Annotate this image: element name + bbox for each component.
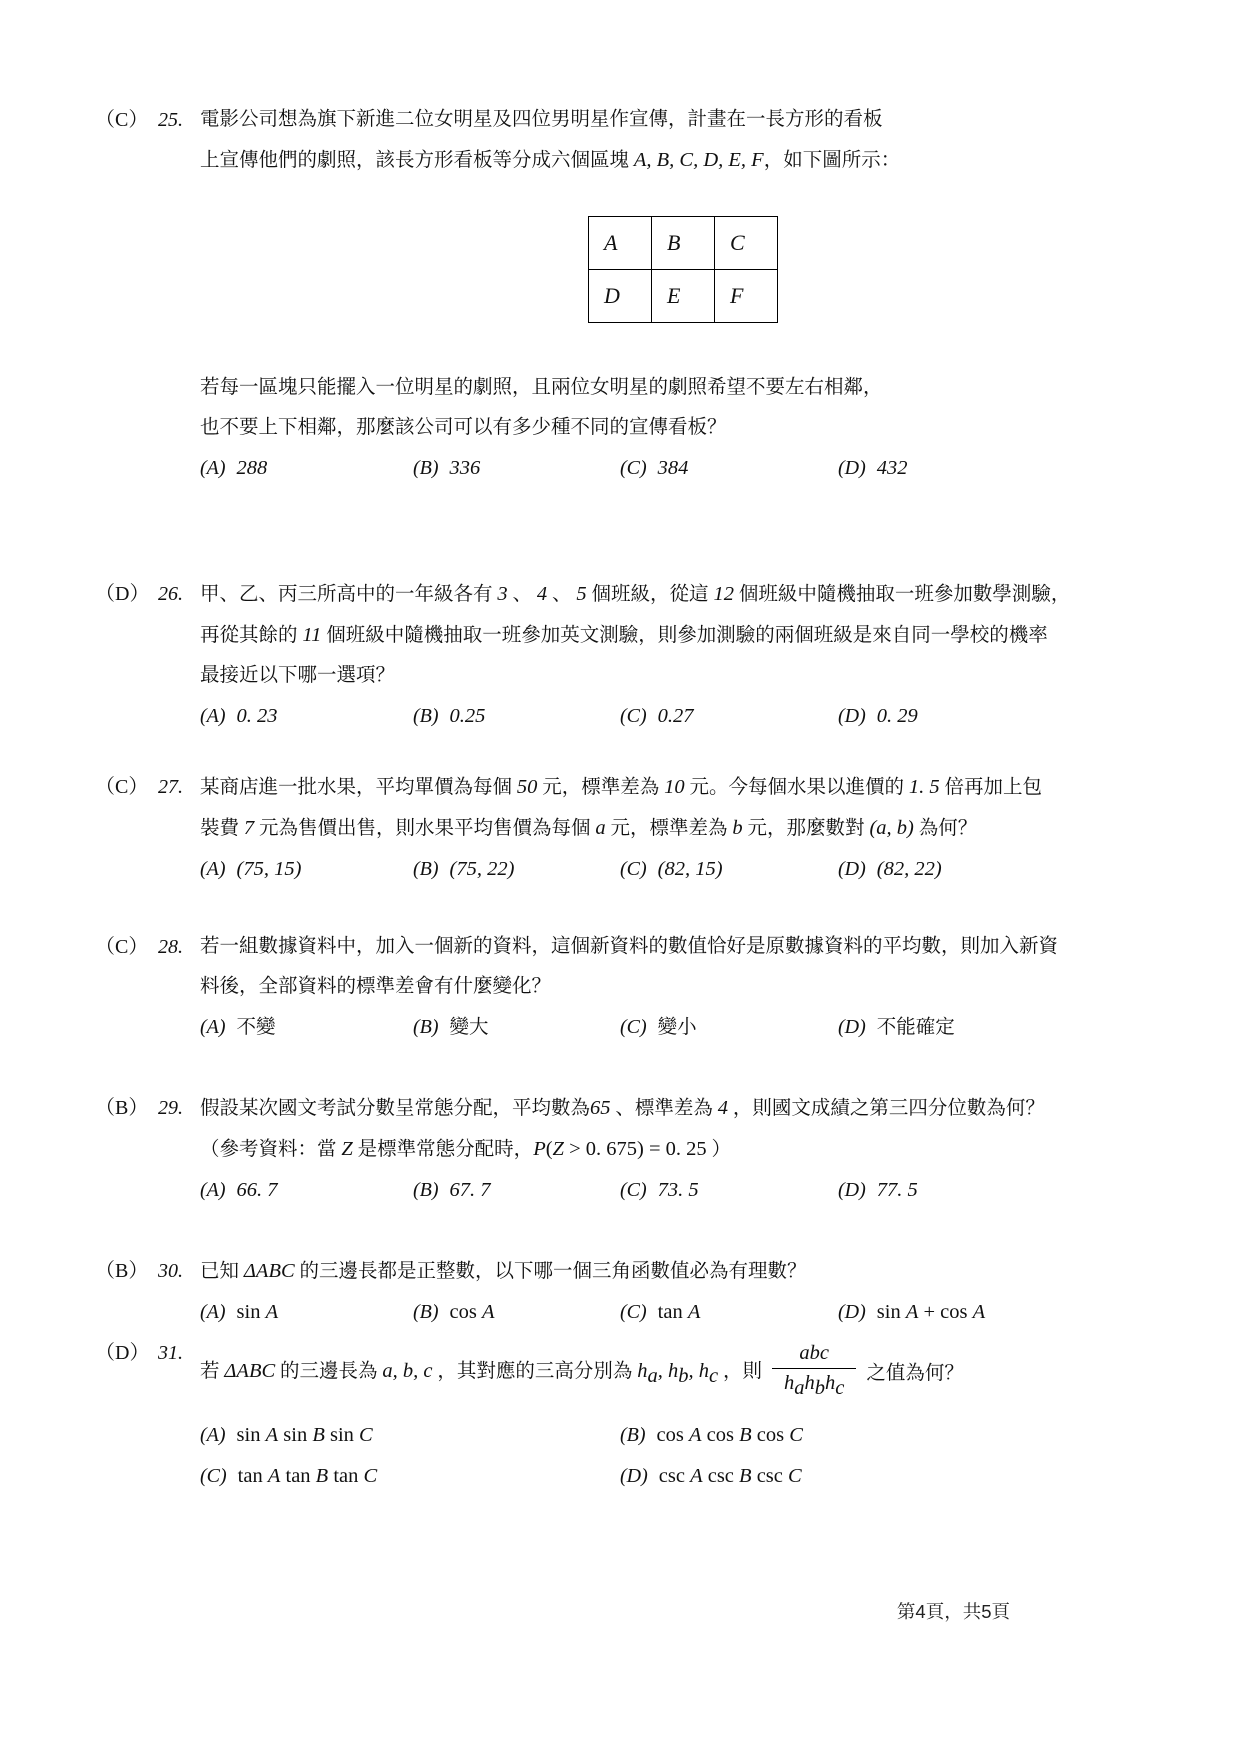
answer-key-29: （B） — [95, 1097, 149, 1119]
option-value: csc A csc B csc C — [658, 1465, 802, 1487]
grid-cell-a: A — [589, 217, 652, 270]
option-label: (A) — [200, 457, 226, 479]
options-row — [200, 1292, 1180, 1333]
option-value: 不變 — [236, 1017, 276, 1038]
option-b — [413, 696, 620, 737]
option-label: (A) — [200, 705, 226, 727]
grid-cell-f: F — [715, 270, 778, 323]
page-footer: 第4頁，共5頁 — [896, 1601, 1010, 1622]
question-text-line: 若每一區塊只能擺入一位明星的劇照，且兩位女明星的劇照希望不要左右相鄰， — [200, 377, 883, 398]
option-b — [413, 1170, 620, 1211]
question-text-line — [200, 1333, 1180, 1409]
option-value: 變大 — [449, 1017, 489, 1038]
option-label: (C) — [620, 1016, 647, 1038]
option-d — [838, 1292, 1180, 1333]
options-row — [200, 1007, 1180, 1048]
option-value: 不能確定 — [876, 1017, 955, 1038]
option-label: (D) — [838, 858, 866, 880]
billboard-grid-row — [589, 217, 778, 270]
question-number-30: 30. — [158, 1260, 183, 1282]
answer-key-28: （C） — [95, 936, 149, 958]
option-b — [620, 1415, 1180, 1456]
question-30 — [95, 1251, 1180, 1333]
question-body-27 — [200, 767, 1180, 890]
option-value: 0.27 — [657, 705, 694, 727]
grid-cell-d: D — [589, 270, 652, 323]
fraction-denominator: $h_ah_bh_c$ — [772, 1368, 856, 1400]
question-body-31 — [200, 1333, 1180, 1497]
option-label: (B) — [413, 1179, 439, 1201]
grid-cell-b: B — [652, 217, 715, 270]
option-c — [620, 696, 838, 737]
option-value: sin A sin B sin C — [236, 1424, 373, 1446]
option-value: (75, 22) — [449, 858, 515, 880]
option-a — [200, 448, 413, 489]
option-b — [413, 1292, 620, 1333]
option-value: 77. 5 — [876, 1179, 918, 1201]
question-text-line: 若一組數據資料中，加入一個新的資料，這個新資料的數值恰好是原數據資料的平均數，則加入新資 — [200, 936, 1059, 957]
option-a — [200, 1007, 413, 1048]
question-text-line: 再從其餘的 11 個班級中隨機抽取一班參加英文測驗，則參加測驗的兩個班級是來自同一學校的機率 — [200, 624, 1048, 646]
question-number-28: 28. — [158, 936, 183, 958]
option-c — [620, 849, 838, 890]
option-value: tan A — [657, 1301, 701, 1323]
options-row — [200, 849, 1180, 890]
question-27 — [95, 767, 1180, 890]
option-value: 0.25 — [449, 705, 486, 727]
option-label: (C) — [620, 705, 647, 727]
option-label: (D) — [838, 1016, 866, 1038]
option-d — [838, 849, 1180, 890]
option-value: 66. 7 — [236, 1179, 278, 1201]
option-b — [413, 849, 620, 890]
option-value: 0. 29 — [876, 705, 918, 727]
option-value: sin A — [236, 1301, 279, 1323]
option-value: 67. 7 — [449, 1179, 491, 1201]
option-c — [620, 1007, 838, 1048]
question-number-26: 26. — [158, 583, 183, 605]
option-d — [838, 1007, 1180, 1048]
question-number-31: 31. — [158, 1342, 183, 1364]
option-label: (D) — [620, 1465, 648, 1487]
question-body-30 — [200, 1251, 1180, 1333]
option-c — [620, 1292, 838, 1333]
answer-key-30: （B） — [95, 1260, 149, 1282]
question-text-line: （參考資料：當 Z 是標準常態分配時，P(Z > 0. 675) = 0. 25 ） — [200, 1138, 732, 1160]
question-number-25: 25. — [158, 109, 183, 131]
grid-cell-e: E — [652, 270, 715, 323]
answer-key-27: （C） — [95, 776, 149, 798]
option-label: (B) — [413, 457, 439, 479]
options-row — [200, 1415, 1180, 1456]
fraction-numerator: abc — [799, 1341, 830, 1364]
question-26 — [95, 574, 1180, 737]
option-value: cos A cos B cos C — [656, 1424, 803, 1446]
billboard-grid-row — [589, 270, 778, 323]
grid-cell-c: C — [715, 217, 778, 270]
question-text-line: 也不要上下相鄰，那麼該公司可以有多少種不同的宣傳看板？ — [200, 417, 727, 438]
option-c — [620, 448, 838, 489]
option-value: 0. 23 — [236, 705, 278, 727]
option-d — [838, 696, 1180, 737]
question-28 — [95, 927, 1180, 1048]
option-label: (C) — [620, 1301, 647, 1323]
option-a — [200, 696, 413, 737]
option-value: 432 — [876, 457, 908, 479]
option-label: (D) — [838, 705, 866, 727]
question-body-26 — [200, 574, 1180, 737]
question-text-line: 裝費 7 元為售價出售，則水果平均售價為每個 a 元，標準差為 b 元，那麼數對 (a, b) 為何？ — [200, 817, 978, 839]
option-label: (C) — [620, 1179, 647, 1201]
option-c — [620, 1170, 838, 1211]
option-c — [200, 1456, 620, 1497]
math-text-pre: 若 ΔABC 的三邊長為 a, b, c ，其對應的三高分別為 $h_a$, $h_b$, $h_c$ ，則 — [200, 1359, 763, 1387]
question-25 — [95, 100, 1180, 489]
option-label: (B) — [413, 1016, 439, 1038]
question-31 — [95, 1333, 1180, 1497]
option-label: (A) — [200, 1179, 226, 1201]
option-value: (82, 22) — [876, 858, 942, 880]
question-text-line: 料後，全部資料的標準差會有什麼變化？ — [200, 976, 552, 997]
answer-key-31: （D） — [95, 1342, 150, 1364]
billboard-grid — [588, 216, 778, 323]
option-label: (D) — [838, 457, 866, 479]
option-label: (A) — [200, 1016, 226, 1038]
options-row — [200, 1456, 1180, 1497]
options-row — [200, 1170, 1180, 1211]
option-label: (B) — [413, 705, 439, 727]
option-value: cos A — [449, 1301, 495, 1323]
options-row — [200, 448, 1180, 489]
option-value: 變小 — [657, 1017, 697, 1038]
question-body-28 — [200, 927, 1180, 1048]
option-value: 336 — [449, 457, 481, 479]
option-label: (D) — [838, 1301, 866, 1323]
question-text-line: 已知 ΔABC 的三邊長都是正整數，以下哪一個三角函數值必為有理數？ — [200, 1260, 807, 1282]
question-text-line: 甲、乙、丙三所高中的一年級各有 3 、 4 、 5 個班級，從這 12 個班級中隨機抽取一班參加數學測驗， — [200, 583, 1071, 605]
option-value: (75, 15) — [236, 858, 302, 880]
question-text-line: 某商店進一批水果，平均單價為每個 50 元，標準差為 10 元。今每個水果以進價的 1. 5 倍再加上包 — [200, 776, 1043, 798]
option-a — [200, 849, 413, 890]
option-a — [200, 1170, 413, 1211]
option-label: (B) — [413, 858, 439, 880]
option-d — [838, 448, 1180, 489]
question-29 — [95, 1088, 1180, 1211]
answer-key-26: （D） — [95, 583, 150, 605]
option-label: (C) — [200, 1465, 227, 1487]
option-a — [200, 1292, 413, 1333]
option-d — [838, 1170, 1180, 1211]
question-number-29: 29. — [158, 1097, 183, 1119]
question-body-29 — [200, 1088, 1180, 1211]
option-label: (A) — [200, 1301, 226, 1323]
option-value: 288 — [236, 457, 268, 479]
option-value: 73. 5 — [657, 1179, 699, 1201]
question-text-line: 假設某次國文考試分數呈常態分配，平均數為65 、標準差為 4 ，則國文成績之第三四分位數為何？ — [200, 1097, 1045, 1119]
question-body-25 — [200, 100, 1180, 489]
option-value: tan A tan B tan C — [237, 1465, 378, 1487]
option-label: (B) — [413, 1301, 439, 1323]
option-label: (B) — [620, 1424, 646, 1446]
option-label: (A) — [200, 858, 226, 880]
question-text-line: 上宣傳他們的劇照，該長方形看板等分成六個區塊 A, B, C, D, E, F，如下圖所示： — [200, 149, 901, 171]
option-b — [413, 448, 620, 489]
options-row — [200, 696, 1180, 737]
option-label: (A) — [200, 1424, 226, 1446]
option-a — [200, 1415, 620, 1456]
question-text-line: 電影公司想為旗下新進二位女明星及四位男明星作宣傳，計畫在一長方形的看板 — [200, 109, 883, 130]
option-label: (C) — [620, 457, 647, 479]
answer-key-25: （C） — [95, 109, 149, 131]
question-number-27: 27. — [158, 776, 183, 798]
option-value: (82, 15) — [657, 858, 723, 880]
fraction — [772, 1342, 856, 1400]
option-label: (D) — [838, 1179, 866, 1201]
question-text-line: 最接近以下哪一選項？ — [200, 665, 396, 686]
option-value: 384 — [657, 457, 689, 479]
option-b — [413, 1007, 620, 1048]
option-value: sin A + cos A — [876, 1301, 986, 1323]
option-d — [620, 1456, 1180, 1497]
option-label: (C) — [620, 858, 647, 880]
math-text-post: 之值為何？ — [866, 1363, 964, 1384]
